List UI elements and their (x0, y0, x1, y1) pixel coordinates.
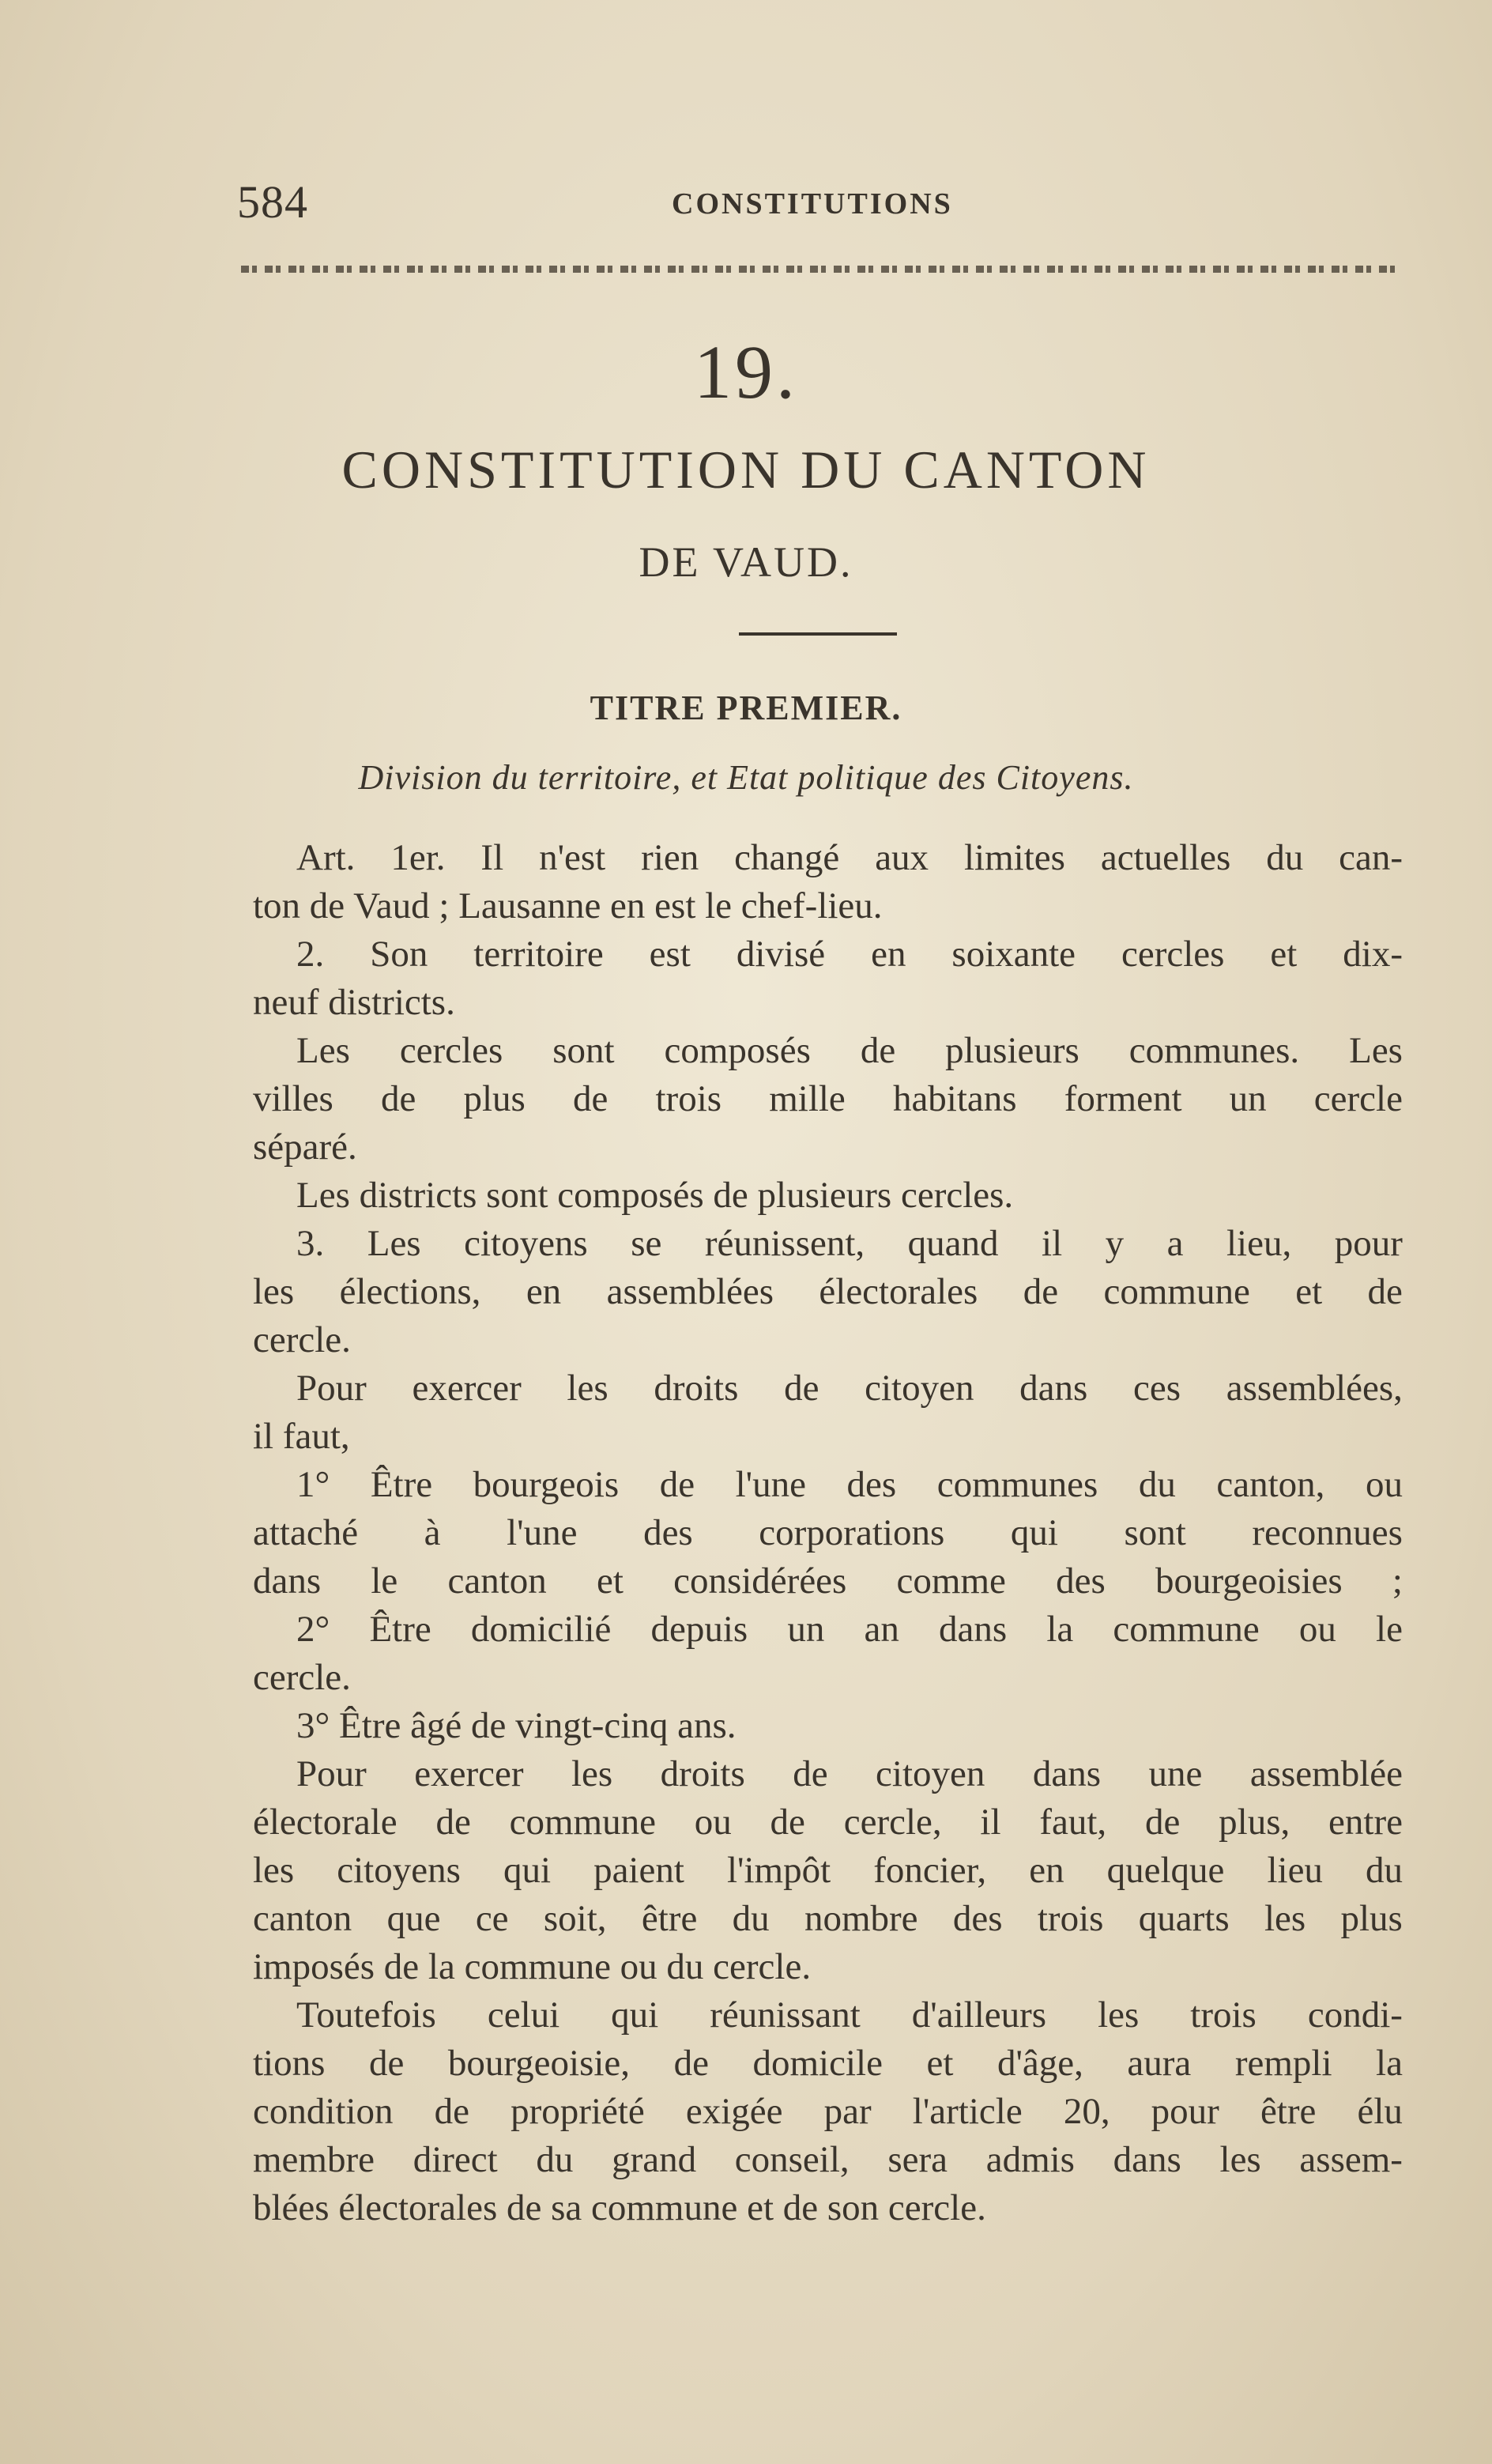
section-number: 19. (694, 330, 798, 414)
text-line: 1° Être bourgeois de l'une des communes du canton, ou (296, 1464, 1403, 1505)
text-line: Pour exercer les droits de citoyen dans ces assemblées, (296, 1368, 1403, 1409)
chapter-subtitle: DE VAUD. (639, 538, 853, 586)
text-line: 2. Son territoire est divisé en soixante cercles et dix- (296, 934, 1403, 975)
text-line: Pour exercer les droits de citoyen dans une assemblée (296, 1753, 1403, 1794)
chapter-title: CONSTITUTION DU CANTON (341, 440, 1151, 500)
text-line: condition de propriété exigée par l'article 20, pour être élu (253, 2091, 1403, 2132)
text-line: cercle. (253, 1319, 351, 1360)
text-line: canton que ce soit, être du nombre des trois quarts les plus (253, 1898, 1403, 1939)
text-line: neuf districts. (253, 982, 455, 1023)
text-line: 3. Les citoyens se réunissent, quand il y a lieu, pour (296, 1223, 1403, 1264)
text-line: blées électorales de sa commune et de son cercle. (253, 2187, 986, 2228)
titre-heading: TITRE PREMIER. (590, 689, 902, 727)
titre-subtitle: Division du territoire, et Etat politique des Citoyens. (358, 758, 1134, 797)
text-line: attaché à l'une des corporations qui sont reconnues (253, 1512, 1403, 1553)
running-head (237, 175, 1407, 231)
text-line: membre direct du grand conseil, sera admis dans les assem- (253, 2139, 1403, 2180)
text-line: Art. 1er. Il n'est rien changé aux limites actuelles du can- (296, 837, 1403, 878)
text-line: 3° Être âgé de vingt-cinq ans. (296, 1705, 737, 1746)
text-line: électorale de commune ou de cercle, il faut, de plus, entre (253, 1802, 1403, 1843)
text-line: 2° Être domicilié depuis un an dans la commune ou le (296, 1609, 1403, 1650)
text-line: cercle. (253, 1657, 351, 1698)
text-line: villes de plus de trois mille habitans forment un cercle (253, 1078, 1403, 1119)
text-line: Toutefois celui qui réunissant d'ailleurs les trois condi- (296, 1994, 1403, 2036)
text-line: imposés de la commune ou du cercle. (253, 1946, 812, 1987)
text-line: Les districts sont composés de plusieurs cercles. (296, 1175, 1014, 1216)
text-line: il faut, (253, 1416, 350, 1457)
running-title: CONSTITUTIONS (672, 187, 953, 221)
text-line: les citoyens qui paient l'impôt foncier, en quelque lieu du (253, 1850, 1403, 1891)
page-number: 584 (237, 176, 308, 228)
text-line: ton de Vaud ; Lausanne en est le chef-lieu. (253, 885, 883, 926)
ornamental-rule (241, 261, 1403, 277)
text-line: séparé. (253, 1126, 357, 1168)
text-line: Les cercles sont composés de plusieurs communes. Les (296, 1030, 1403, 1071)
body-text (253, 834, 1403, 2232)
text-line: les élections, en assemblées électorales de commune et de (253, 1271, 1403, 1312)
text-line: dans le canton et considérées comme des bourgeoisies ; (253, 1560, 1403, 1602)
text-line: tions de bourgeoisie, de domicile et d'âge, aura rempli la (253, 2043, 1403, 2084)
title-divider (739, 632, 897, 636)
